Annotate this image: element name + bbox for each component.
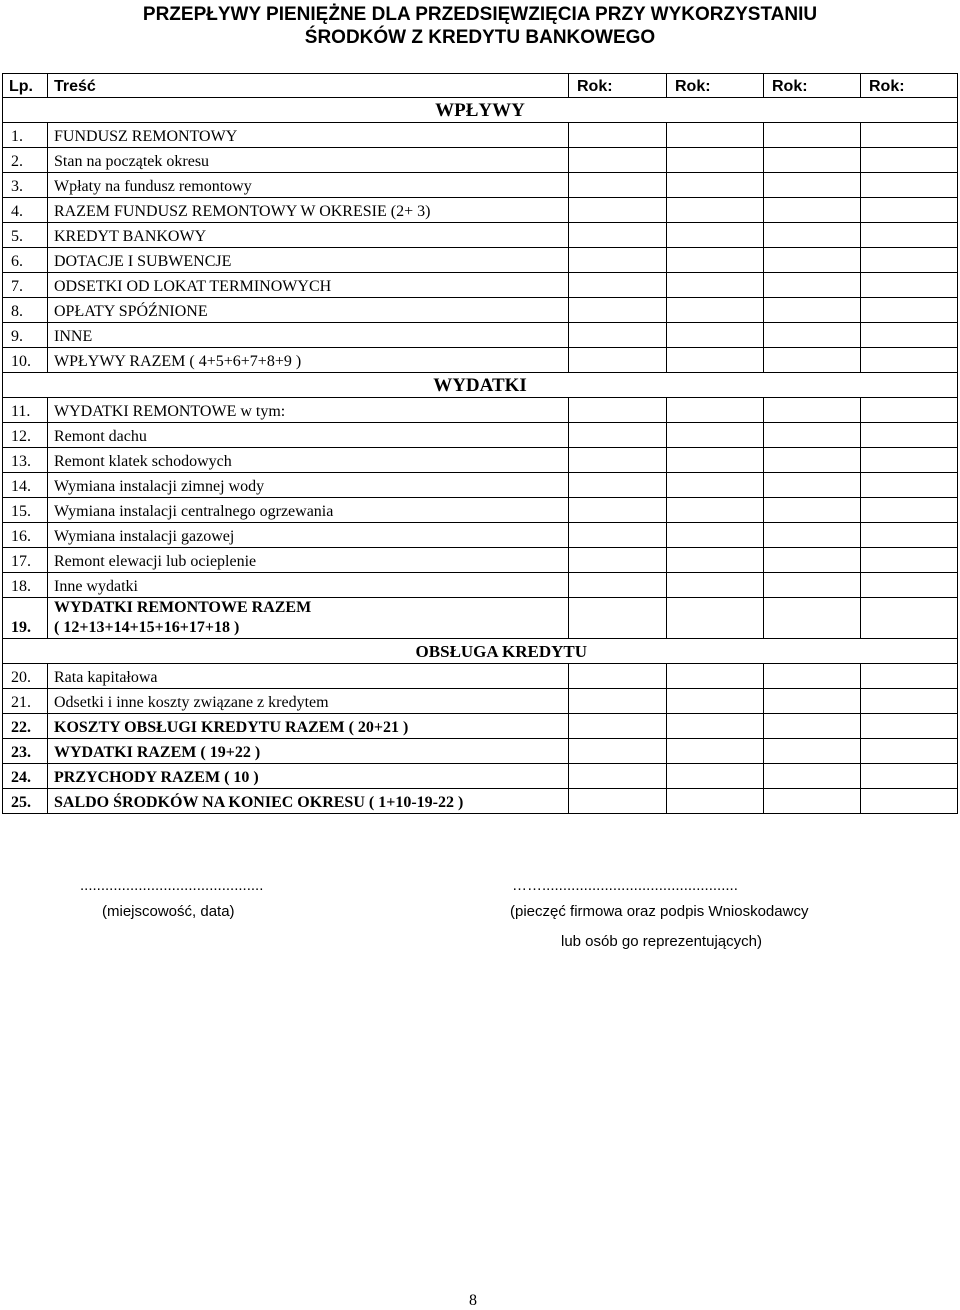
- row-number: 1.: [3, 123, 48, 148]
- header-rok-2: Rok:: [667, 74, 764, 98]
- row-description: [48, 764, 569, 789]
- row-label: Remont dachu: [54, 428, 147, 445]
- value-cell-rok-1[interactable]: [569, 548, 667, 573]
- row-description: [48, 548, 569, 573]
- row-label: WYDATKI REMONTOWE w tym:: [54, 403, 286, 420]
- value-cell-rok-2[interactable]: [667, 273, 764, 298]
- row-description: [48, 248, 569, 273]
- value-cell-rok-3[interactable]: [764, 173, 861, 198]
- value-cell-rok-1[interactable]: [569, 714, 667, 739]
- row-number: 10.: [3, 348, 48, 373]
- table-row: [3, 739, 958, 764]
- value-cell-rok-3[interactable]: [764, 548, 861, 573]
- value-cell-rok-3[interactable]: [764, 323, 861, 348]
- value-cell-rok-3[interactable]: [764, 498, 861, 523]
- value-cell-rok-2[interactable]: [667, 789, 764, 814]
- header-tresc: Treść: [48, 74, 569, 98]
- value-cell-rok-3[interactable]: [764, 473, 861, 498]
- row-label: WYDATKI RAZEM ( 19+22 ): [54, 744, 261, 761]
- row-number: 13.: [3, 448, 48, 473]
- row-label: INNE: [54, 328, 93, 345]
- header-rok-3: Rok:: [764, 74, 861, 98]
- value-cell-rok-3[interactable]: [764, 523, 861, 548]
- table-row: [3, 298, 958, 323]
- signature-label: (pieczęć firmowa oraz podpis Wnioskodawcy: [510, 903, 809, 920]
- row-description: [48, 348, 569, 373]
- table-row: [3, 248, 958, 273]
- value-cell-rok-4[interactable]: [861, 398, 958, 423]
- value-cell-rok-1[interactable]: [569, 298, 667, 323]
- signature-label-2: lub osób go reprezentujących): [561, 933, 762, 950]
- row-number: 17.: [3, 548, 48, 573]
- table-row: [3, 348, 958, 373]
- value-cell-rok-2[interactable]: [667, 664, 764, 689]
- cash-flow-table: [2, 73, 958, 814]
- table-row: [3, 764, 958, 789]
- table-row: [3, 498, 958, 523]
- value-cell-rok-4[interactable]: [861, 689, 958, 714]
- row-description: [48, 148, 569, 173]
- value-cell-rok-1[interactable]: [569, 248, 667, 273]
- page-number: 8: [469, 1292, 477, 1309]
- value-cell-rok-1[interactable]: [569, 789, 667, 814]
- table-row: [3, 664, 958, 689]
- value-cell-rok-1[interactable]: [569, 223, 667, 248]
- value-cell-rok-2[interactable]: [667, 548, 764, 573]
- row-number: 24.: [3, 764, 48, 789]
- value-cell-rok-3[interactable]: [764, 664, 861, 689]
- header-lp: Lp.: [3, 74, 48, 98]
- place-date-label: (miejscowość, data): [102, 903, 235, 920]
- row-description: [48, 223, 569, 248]
- row-number: 4.: [3, 198, 48, 223]
- table-row: [3, 523, 958, 548]
- section-wydatki-heading: WYDATKI: [3, 373, 958, 398]
- table-row: [3, 598, 958, 639]
- row-description: [48, 198, 569, 223]
- value-cell-rok-2[interactable]: [667, 323, 764, 348]
- value-cell-rok-4[interactable]: [861, 173, 958, 198]
- value-cell-rok-2[interactable]: [667, 739, 764, 764]
- table-row: [3, 173, 958, 198]
- value-cell-rok-2[interactable]: [667, 498, 764, 523]
- value-cell-rok-2[interactable]: [667, 348, 764, 373]
- row-description: [48, 298, 569, 323]
- row-label: Remont elewacji lub ocieplenie: [54, 553, 257, 570]
- row-number: 11.: [3, 398, 48, 423]
- value-cell-rok-1[interactable]: [569, 573, 667, 598]
- value-cell-rok-3[interactable]: [764, 248, 861, 273]
- value-cell-rok-1[interactable]: [569, 198, 667, 223]
- value-cell-rok-4[interactable]: [861, 498, 958, 523]
- value-cell-rok-4[interactable]: [861, 348, 958, 373]
- table-row: [3, 473, 958, 498]
- value-cell-rok-3[interactable]: [764, 689, 861, 714]
- value-cell-rok-2[interactable]: [667, 248, 764, 273]
- signature-dots: ……...............................................: [512, 877, 738, 894]
- value-cell-rok-4[interactable]: [861, 764, 958, 789]
- value-cell-rok-2[interactable]: [667, 448, 764, 473]
- row-number: 9.: [3, 323, 48, 348]
- table-row: [3, 689, 958, 714]
- row-number: 16.: [3, 523, 48, 548]
- value-cell-rok-2[interactable]: [667, 398, 764, 423]
- row-number: 8.: [3, 298, 48, 323]
- value-cell-rok-3[interactable]: [764, 223, 861, 248]
- value-cell-rok-1[interactable]: [569, 273, 667, 298]
- row-label: Wymiana instalacji centralnego ogrzewania: [54, 503, 334, 520]
- header-rok-4: Rok:: [861, 74, 958, 98]
- row-description: [48, 523, 569, 548]
- row-number: 15.: [3, 498, 48, 523]
- row-label: Rata kapitałowa: [54, 669, 158, 686]
- row-label: KOSZTY OBSŁUGI KREDYTU RAZEM ( 20+21 ): [54, 719, 409, 736]
- value-cell-rok-4[interactable]: [861, 598, 958, 639]
- value-cell-rok-4[interactable]: [861, 548, 958, 573]
- value-cell-rok-4[interactable]: [861, 273, 958, 298]
- row-label: RAZEM FUNDUSZ REMONTOWY W OKRESIE (2+ 3): [54, 203, 431, 220]
- value-cell-rok-4[interactable]: [861, 523, 958, 548]
- value-cell-rok-4[interactable]: [861, 123, 958, 148]
- value-cell-rok-1[interactable]: [569, 123, 667, 148]
- table-row: [3, 573, 958, 598]
- table-row: [3, 423, 958, 448]
- value-cell-rok-1[interactable]: [569, 173, 667, 198]
- table-row: [3, 448, 958, 473]
- row-description: [48, 273, 569, 298]
- row-description: [48, 173, 569, 198]
- row-number: 5.: [3, 223, 48, 248]
- value-cell-rok-2[interactable]: [667, 198, 764, 223]
- row-number: 20.: [3, 664, 48, 689]
- row-label: Wymiana instalacji gazowej: [54, 528, 235, 545]
- section-wplywy-heading: WPŁYWY: [3, 98, 958, 123]
- row-number: 7.: [3, 273, 48, 298]
- row-label: OPŁATY SPÓŹNIONE: [54, 303, 208, 320]
- row-label: ODSETKI OD LOKAT TERMINOWYCH: [54, 278, 332, 295]
- value-cell-rok-3[interactable]: [764, 398, 861, 423]
- value-cell-rok-3[interactable]: [764, 573, 861, 598]
- document-title-line1: PRZEPŁYWY PIENIĘŻNE DLA PRZEDSIĘWZIĘCIA PRZY WYKORZYSTANIU: [142, 4, 818, 25]
- row-description: [48, 573, 569, 598]
- row-number: 18.: [3, 573, 48, 598]
- row-number: 6.: [3, 248, 48, 273]
- row-description: [48, 664, 569, 689]
- row-label: Inne wydatki: [54, 578, 138, 595]
- value-cell-rok-1[interactable]: [569, 764, 667, 789]
- row-label: WPŁYWY RAZEM ( 4+5+6+7+8+9 ): [54, 353, 302, 370]
- value-cell-rok-2[interactable]: [667, 423, 764, 448]
- value-cell-rok-4[interactable]: [861, 789, 958, 814]
- value-cell-rok-2[interactable]: [667, 223, 764, 248]
- value-cell-rok-3[interactable]: [764, 598, 861, 639]
- row-label-formula: ( 12+13+14+15+16+17+18 ): [54, 619, 240, 636]
- value-cell-rok-3[interactable]: [764, 198, 861, 223]
- row-number: 21.: [3, 689, 48, 714]
- row-number: 25.: [3, 789, 48, 814]
- row-label: FUNDUSZ REMONTOWY: [54, 128, 238, 145]
- table-row: [3, 223, 958, 248]
- value-cell-rok-4[interactable]: [861, 298, 958, 323]
- value-cell-rok-2[interactable]: [667, 473, 764, 498]
- document-title-line2: ŚRODKÓW Z KREDYTU BANKOWEGO: [304, 27, 656, 48]
- value-cell-rok-1[interactable]: [569, 689, 667, 714]
- value-cell-rok-1[interactable]: [569, 498, 667, 523]
- row-label: KREDYT BANKOWY: [54, 228, 207, 245]
- row-label: PRZYCHODY RAZEM ( 10 ): [54, 769, 259, 786]
- row-description: [48, 689, 569, 714]
- place-date-dots: ............................................: [80, 877, 264, 894]
- table-header-row: [3, 74, 958, 98]
- table-row: [3, 714, 958, 739]
- row-label: Stan na początek okresu: [54, 153, 210, 170]
- row-label: WYDATKI REMONTOWE RAZEM: [54, 599, 312, 616]
- value-cell-rok-4[interactable]: [861, 423, 958, 448]
- table-row: [3, 148, 958, 173]
- value-cell-rok-1[interactable]: [569, 148, 667, 173]
- row-description: [48, 789, 569, 814]
- row-number: 19.: [3, 598, 48, 639]
- row-number: 3.: [3, 173, 48, 198]
- value-cell-rok-4[interactable]: [861, 473, 958, 498]
- value-cell-rok-3[interactable]: [764, 348, 861, 373]
- row-description: [48, 714, 569, 739]
- row-description: [48, 739, 569, 764]
- row-number: 14.: [3, 473, 48, 498]
- value-cell-rok-1[interactable]: [569, 739, 667, 764]
- row-description: [48, 498, 569, 523]
- row-number: 23.: [3, 739, 48, 764]
- value-cell-rok-2[interactable]: [667, 173, 764, 198]
- table-row: [3, 323, 958, 348]
- table-row: [3, 548, 958, 573]
- value-cell-rok-4[interactable]: [861, 198, 958, 223]
- value-cell-rok-3[interactable]: [764, 789, 861, 814]
- table-row: [3, 123, 958, 148]
- table-row: [3, 198, 958, 223]
- table-row: [3, 273, 958, 298]
- row-label: SALDO ŚRODKÓW NA KONIEC OKRESU ( 1+10-19-22 ): [54, 794, 464, 811]
- value-cell-rok-3[interactable]: [764, 448, 861, 473]
- section-wplywy-row: [3, 98, 958, 123]
- value-cell-rok-1[interactable]: [569, 598, 667, 639]
- value-cell-rok-4[interactable]: [861, 573, 958, 598]
- row-label: Wymiana instalacji zimnej wody: [54, 478, 265, 495]
- value-cell-rok-1[interactable]: [569, 523, 667, 548]
- value-cell-rok-2[interactable]: [667, 148, 764, 173]
- value-cell-rok-1[interactable]: [569, 448, 667, 473]
- value-cell-rok-3[interactable]: [764, 273, 861, 298]
- table-row: [3, 789, 958, 814]
- value-cell-rok-4[interactable]: [861, 323, 958, 348]
- value-cell-rok-3[interactable]: [764, 714, 861, 739]
- value-cell-rok-3[interactable]: [764, 764, 861, 789]
- value-cell-rok-1[interactable]: [569, 664, 667, 689]
- row-number: 2.: [3, 148, 48, 173]
- value-cell-rok-2[interactable]: [667, 298, 764, 323]
- table-row: [3, 398, 958, 423]
- section-obsluga-heading: OBSŁUGA KREDYTU: [3, 639, 958, 664]
- row-description: [48, 123, 569, 148]
- value-cell-rok-1[interactable]: [569, 473, 667, 498]
- row-description: [48, 448, 569, 473]
- value-cell-rok-2[interactable]: [667, 764, 764, 789]
- value-cell-rok-2[interactable]: [667, 714, 764, 739]
- value-cell-rok-2[interactable]: [667, 123, 764, 148]
- value-cell-rok-2[interactable]: [667, 523, 764, 548]
- value-cell-rok-4[interactable]: [861, 448, 958, 473]
- value-cell-rok-3[interactable]: [764, 298, 861, 323]
- value-cell-rok-2[interactable]: [667, 573, 764, 598]
- value-cell-rok-2[interactable]: [667, 598, 764, 639]
- section-wydatki-row: [3, 373, 958, 398]
- value-cell-rok-3[interactable]: [764, 148, 861, 173]
- value-cell-rok-3[interactable]: [764, 739, 861, 764]
- value-cell-rok-4[interactable]: [861, 148, 958, 173]
- value-cell-rok-4[interactable]: [861, 223, 958, 248]
- row-number: 22.: [3, 714, 48, 739]
- value-cell-rok-4[interactable]: [861, 248, 958, 273]
- row-label: Wpłaty na fundusz remontowy: [54, 178, 252, 195]
- value-cell-rok-4[interactable]: [861, 714, 958, 739]
- value-cell-rok-1[interactable]: [569, 348, 667, 373]
- row-description: [48, 398, 569, 423]
- value-cell-rok-1[interactable]: [569, 323, 667, 348]
- value-cell-rok-4[interactable]: [861, 664, 958, 689]
- row-description: [48, 323, 569, 348]
- row-label: Odsetki i inne koszty związane z kredytem: [54, 694, 329, 711]
- row-description: [48, 473, 569, 498]
- section-obsluga-row: [3, 639, 958, 664]
- value-cell-rok-3[interactable]: [764, 123, 861, 148]
- header-rok-1: Rok:: [569, 74, 667, 98]
- value-cell-rok-4[interactable]: [861, 739, 958, 764]
- row-description: [48, 598, 569, 639]
- row-label: Remont klatek schodowych: [54, 453, 232, 470]
- value-cell-rok-3[interactable]: [764, 423, 861, 448]
- row-label: DOTACJE I SUBWENCJE: [54, 253, 232, 270]
- row-description: [48, 423, 569, 448]
- value-cell-rok-1[interactable]: [569, 398, 667, 423]
- row-number: 12.: [3, 423, 48, 448]
- value-cell-rok-2[interactable]: [667, 689, 764, 714]
- value-cell-rok-1[interactable]: [569, 423, 667, 448]
